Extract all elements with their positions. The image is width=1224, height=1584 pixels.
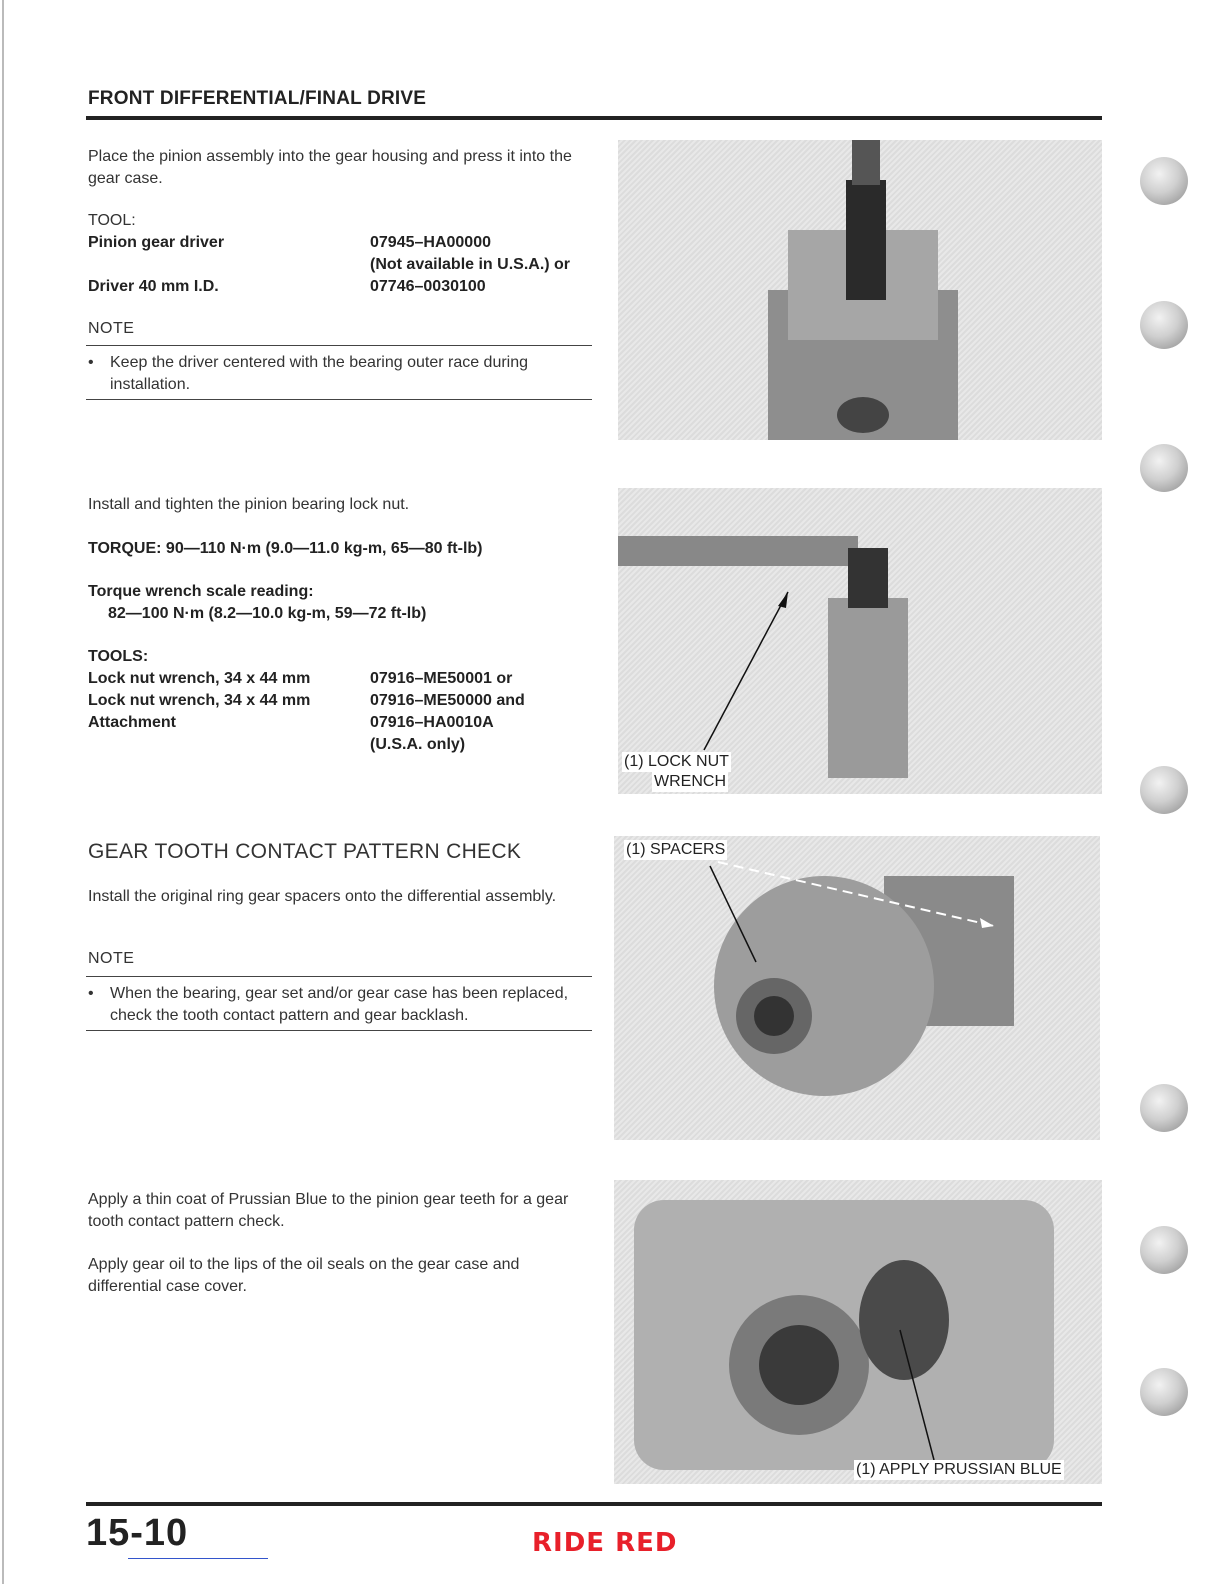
torque-spec: TORQUE: 90—110 N·m (9.0—11.0 kg-m, 65—80 ft-lb) bbox=[88, 540, 483, 557]
binder-hole bbox=[1140, 157, 1188, 205]
photo-lock-nut-wrench bbox=[618, 488, 1102, 794]
note-rule-top bbox=[86, 345, 592, 346]
tool-name: Lock nut wrench, 34 x 44 mm bbox=[88, 692, 311, 709]
tool-name: Driver 40 mm I.D. bbox=[88, 278, 219, 295]
page-header-title: FRONT DIFFERENTIAL/FINAL DRIVE bbox=[88, 88, 427, 109]
prussian-blue-illustration bbox=[614, 1180, 1102, 1484]
note-bullet: • bbox=[88, 354, 94, 371]
footer-rule bbox=[86, 1502, 1102, 1506]
step1-text: Place the pinion assembly into the gear housing and press it into the gear case. bbox=[88, 148, 572, 187]
step4-text-2: Apply gear oil to the lips of the oil seals on the gear case and differential case cover. bbox=[88, 1256, 520, 1295]
tool-number: 07916–ME50001 or bbox=[370, 670, 513, 687]
tool-number: 07945–HA00000 bbox=[370, 234, 491, 251]
callout-lock-nut-line2: WRENCH bbox=[654, 773, 726, 790]
binder-hole bbox=[1140, 301, 1188, 349]
step2-text: Install and tighten the pinion bearing lock nut. bbox=[88, 496, 410, 513]
photo-pinion-press bbox=[618, 140, 1102, 440]
step4-text-1: Apply a thin coat of Prussian Blue to the pinion gear teeth for a gear tooth contact pattern check. bbox=[88, 1191, 569, 1230]
callout-lock-nut-line1: (1) LOCK NUT bbox=[624, 753, 729, 770]
note-rule-bottom bbox=[86, 399, 592, 400]
page-number-underline bbox=[128, 1558, 268, 1559]
binder-hole bbox=[1140, 1226, 1188, 1274]
watermark-logo: RIDE RED bbox=[532, 1528, 678, 1558]
binder-hole bbox=[1140, 1368, 1188, 1416]
tool-number: 07746–0030100 bbox=[370, 278, 486, 295]
page-number: 15-10 bbox=[86, 1512, 189, 1554]
section-title: GEAR TOOTH CONTACT PATTERN CHECK bbox=[88, 840, 522, 863]
note-text: Keep the driver centered with the bearing outer race during installation. bbox=[110, 354, 529, 393]
tools-label: TOOLS: bbox=[88, 648, 149, 665]
tool-name: Pinion gear driver bbox=[88, 234, 225, 251]
section-text: Install the original ring gear spacers onto the differential assembly. bbox=[88, 888, 557, 905]
note-bullet: • bbox=[88, 985, 94, 1002]
note-rule-top bbox=[86, 976, 592, 977]
note-text: When the bearing, gear set and/or gear case has been replaced, check the tooth contact pattern and gear backlash. bbox=[110, 985, 569, 1024]
tool-number: 07916–ME50000 and bbox=[370, 692, 525, 709]
lock-nut-wrench-illustration bbox=[618, 488, 1102, 794]
photo-prussian-blue bbox=[614, 1180, 1102, 1484]
tool-availability: (Not available in U.S.A.) or bbox=[370, 256, 571, 273]
tool-number: 07916–HA0010A bbox=[370, 714, 494, 731]
tool-name: Attachment bbox=[88, 714, 177, 731]
scale-label: Torque wrench scale reading: bbox=[88, 583, 314, 600]
step1-tool-label: TOOL: bbox=[88, 212, 136, 229]
tool-name: Lock nut wrench, 34 x 44 mm bbox=[88, 670, 311, 687]
binder-hole bbox=[1140, 1084, 1188, 1132]
photo-ring-gear-spacers bbox=[614, 836, 1100, 1140]
callout-prussian-blue: (1) APPLY PRUSSIAN BLUE bbox=[856, 1461, 1062, 1478]
tool-availability: (U.S.A. only) bbox=[370, 736, 466, 753]
note-rule-bottom bbox=[86, 1030, 592, 1031]
binder-hole bbox=[1140, 766, 1188, 814]
scale-value: 82—100 N·m (8.2—10.0 kg-m, 59—72 ft-lb) bbox=[108, 605, 427, 622]
note-label: NOTE bbox=[88, 320, 135, 337]
binder-hole bbox=[1140, 444, 1188, 492]
page-margin-line bbox=[2, 0, 4, 1584]
header-rule bbox=[86, 116, 1102, 120]
pinion-press-illustration bbox=[618, 140, 1102, 440]
note-label: NOTE bbox=[88, 950, 135, 967]
callout-spacers: (1) SPACERS bbox=[626, 841, 726, 858]
ring-gear-spacers-illustration bbox=[614, 836, 1100, 1140]
